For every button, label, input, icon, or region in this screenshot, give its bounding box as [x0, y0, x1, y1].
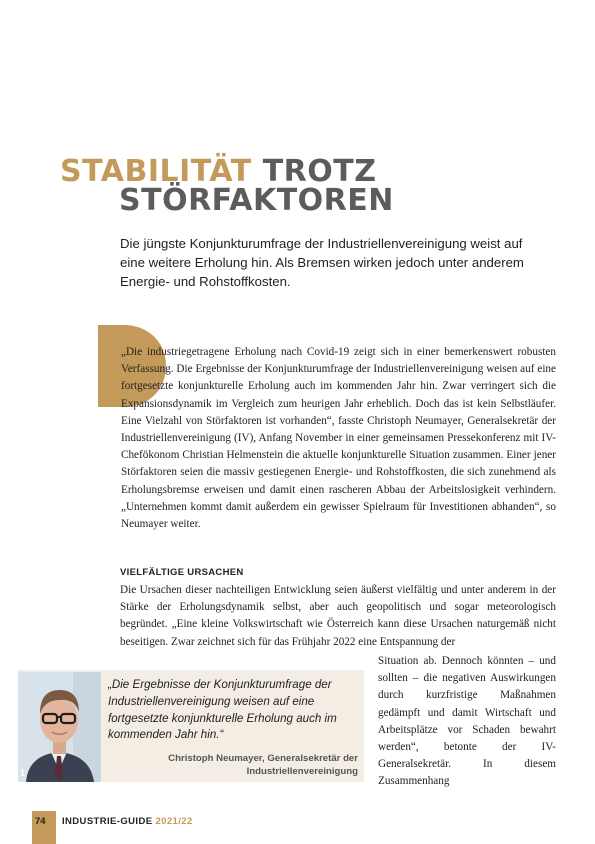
pull-quote-author: Christoph Neumayer, Generalsekretär der Industriellenvereinigung [168, 753, 358, 777]
footer-publication-name: INDUSTRIE-GUIDE [62, 816, 153, 827]
lead-paragraph: Die jüngste Konjunkturumfrage der Industriellenvereinigung weist auf eine weitere Erholung hin. Als Bremsen wirken jedoch unter anderem Energie- und Rohstoffkosten. [120, 236, 524, 289]
footer-publication [62, 816, 193, 827]
article-title [60, 154, 394, 218]
title-word: TROTZ [262, 154, 377, 189]
body-paragraph-2b: Situation ab. Dennoch könnten – und sollten – die negativen Auswirkungen durch kurzfristige Maßnahmen gedämpft und damit Wirtschaft und Arbeitsplätze vor Schaden bewahrt werden“, betonte der IV-Generalsekretär. In diesem Zusammenhang [378, 655, 556, 788]
photo-number: 1 [20, 768, 26, 778]
page-number: 74 [35, 816, 46, 827]
pull-quote-text: „Die Ergebnisse der Konjunkturumfrage der Industriellenvereinigung weisen auf eine fortgesetzte konjunkturelle Erholung auch im kommenden Jahr hin.“ [108, 678, 337, 742]
portrait-photo [18, 672, 101, 782]
body-paragraph-2a: Die Ursachen dieser nachteiligen Entwicklung seien äußerst vielfältig und unter anderem in der Stärke der Erholungsdynamik selbst, aber auch geopolitisch und sogar meteorologisch begründet. „Eine kleine Volkswirtschaft wie Österreich kann diese Ursachen naturgemäß nicht beseitigen. Zwar zeichnet sich für das Frühjahr 2022 eine Entspannung der [120, 584, 556, 648]
footer-year: 2021/22 [155, 816, 193, 827]
title-accent-word: STABILITÄT [60, 154, 252, 189]
title-line-2: STÖRFAKTOREN [119, 183, 394, 218]
body-paragraph-1: „Die industriegetragene Erholung nach Covid-19 zeigt sich in einer bemerkenswert robusten Verfassung. Die Ergebnisse der Konjunkturumfrage der Industriellenvereinigung weisen auf eine fortgesetzte konjunkturelle Erholung auch im kommenden Jahr hin. Zwar verringert sich die Expansionsdynamik im Vergleich zum heurigen Jahr erheblich. Doch das ist kein Selbstläufer. Eine Vielzahl von Störfaktoren ist vorhanden“, fasste Christoph Neumayer, Generalsekretär der Industriellenvereinigung (IV), Anfang November in einer gemeinsamen Pressekonferenz mit IV-Chefökonom Christian Helmenstein die aktuelle konjunkturelle Situation zusammen. Einer jener Störfaktoren seien die massiv gestiegenen Energie- und Rohstoffkosten, die sich zunehmend als Erholungsbremse erweisen und damit einen rascheren Abbau der Arbeitslosigkeit verhindern. „Unternehmen kommt damit außerdem ein gewisser Spielraum für Investitionen abhanden“, so Neumayer weiter. [121, 346, 556, 531]
section-subhead: VIELFÄLTIGE URSACHEN [120, 567, 244, 578]
